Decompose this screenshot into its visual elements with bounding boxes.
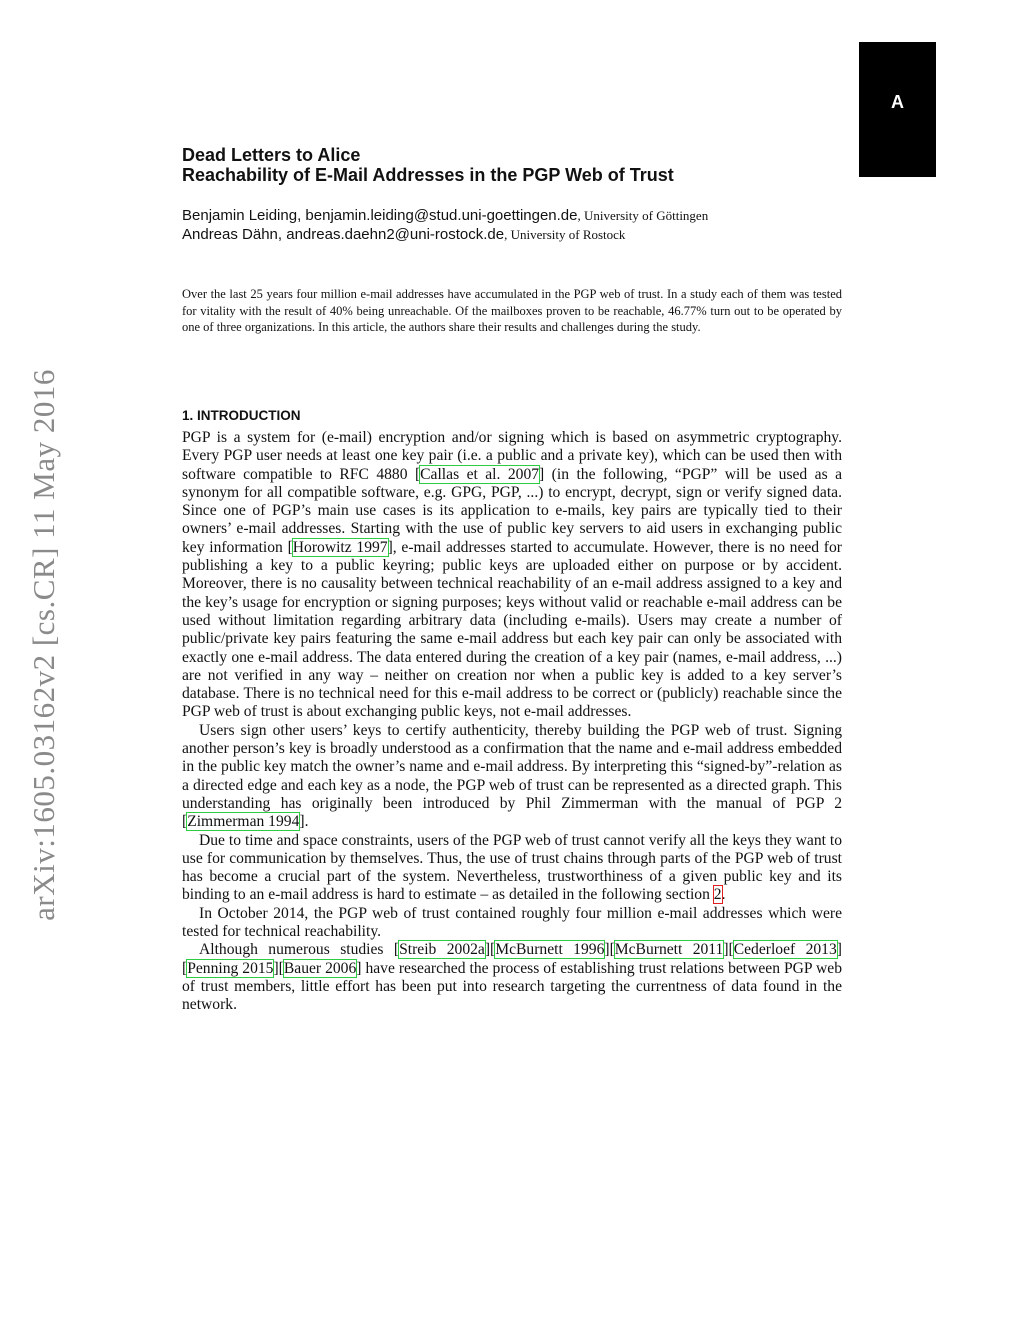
text-run: ][ [604,941,615,959]
title-line-1: Dead Letters to Alice [182,145,361,165]
tab-letter: A [891,92,904,112]
citation-link[interactable]: Streib 2002a [399,941,485,959]
author-list [182,206,832,244]
citation-link[interactable]: Bauer 2006 [283,959,357,977]
section-tab-marker [859,42,936,177]
title-line-2: Reachability of E-Mail Addresses in the PGP Web of Trust [182,165,674,185]
text-run: Users sign other users’ keys to certify authenticity, thereby building the PGP web of trust. Signing another person’s key is broadly understood as a confirmation that the name and e-mail address embedded in the public key match the owner’s name and e-mail address. By interpreting this “signed-by”-relation as a directed edge and each key as a node, the PGP web of trust can be represented as a directed graph. This understanding has originally been introduced by Phil Zimmerman with the manual of PGP 2 [ [182,721,842,831]
paragraph-5 [182,941,842,1014]
author-2-name: Andreas Dähn, andreas.daehn2@uni-rostock.de [182,226,505,243]
author-1 [182,206,832,225]
citation-link[interactable]: Horowitz 1997 [292,538,388,556]
paragraph-4: In October 2014, the PGP web of trust contained roughly four million e-mail addresses which were tested for technical reachability. [182,904,842,941]
text-run: ], e-mail addresses started to accumulate. However, there is no need for publishing a key to a public keyring; public keys are uploaded either on purpose or by accident. Moreover, there is no causality between technical reachability of an e-mail address assigned to a key and the key’s usage for encryption or signing purposes; keys without valid or reachable e-mail address can be used without limitation regarding arbitrary data (including e-mails). Users may create a number of public/private key pairs featuring the same e-mail address but each key pair can only be associated with exactly one e-mail address. The data entered during the creation of a key pair (names, e-mail address, ...) are not verified in any way – neither on creation nor when a public key is added to a key server’s database. There is no technical need for this e-mail address to be correct or (publicly) reachable since the PGP web of trust is about exchanging public keys, not e-mail addresses. [182,538,842,721]
text-run: . [721,886,726,904]
text-run: ] (in the following, “PGP” will be used as a synonym for all compatible software, e.g. GPG, PGP, ...) to encrypt, decrypt, sign or verify signed data. Since one of PGP’s main use cases is its application to e-mails, key pairs are typically tied to their owners’ e-mail addresses. Starting with the use of public key servers to aid users in exchanging public key information [ [182,465,843,556]
section-body [182,429,842,1015]
arxiv-side-stamp [22,342,66,947]
author-1-name: Benjamin Leiding, benjamin.leiding@stud.uni-goettingen.de [182,207,578,224]
abstract: Over the last 25 years four million e-mail addresses have accumulated in the PGP web of trust. In a study each of them was tested for vitality with the result of 40% being unreachable. Of the mailboxes proven to be reachable, 46.77% turn out to be operated by one of three organizations. In this article, the authors share their results and challenges during the study. [182,287,842,334]
text-run: ]. [299,813,309,831]
section-reference-link[interactable]: 2 [713,886,722,904]
citation-link[interactable]: Penning 2015 [187,959,274,977]
text-run: Due to time and space constraints, users of the PGP web of trust cannot verify all the keys they want to use for communication by themselves. Thus, the use of trust chains through parts of the PGP web of trust has become a crucial part of the system. Nevertheless, trustworthiness of a given public key and its binding to an e-mail address is hard to estimate – as detailed in the following section [182,831,842,904]
author-2 [182,225,832,244]
text-run: ][ [182,941,842,977]
paper-title [182,145,802,185]
text-run: ] have researched the process of establishing trust relations between PGP web of trust members, little effort has been put into research targeting the currentness of data found in the network. [182,959,842,1014]
paragraph-1 [182,429,842,722]
text-run: PGP is a system for (e-mail) encryption and/or signing which is based on asymmetric cryptography. Every PGP user needs at least one key pair (i.e. a public and a private key), which can be used then with software compatible to RFC 4880 [ [182,429,842,483]
paragraph-2 [182,722,842,832]
text-run: ][ [484,941,496,959]
arxiv-identifier: arXiv:1605.03162v2 [cs.CR] 11 May 2016 [26,368,62,921]
citation-link[interactable]: McBurnett 1996 [495,941,605,959]
section-heading: 1. INTRODUCTION [182,408,301,423]
author-1-affiliation: , University of Göttingen [577,208,709,223]
author-2-affiliation: , University of Rostock [504,227,626,242]
citation-link[interactable]: Zimmerman 1994 [187,813,300,831]
text-run: Although numerous studies [ [199,941,400,959]
paragraph-3 [182,832,842,905]
citation-link[interactable]: Cederloef 2013 [733,941,837,959]
citation-link[interactable]: Callas et al. 2007 [420,465,540,483]
citation-link[interactable]: McBurnett 2011 [614,941,724,959]
text-run: ][ [723,941,734,959]
text-run: ][ [273,959,284,977]
